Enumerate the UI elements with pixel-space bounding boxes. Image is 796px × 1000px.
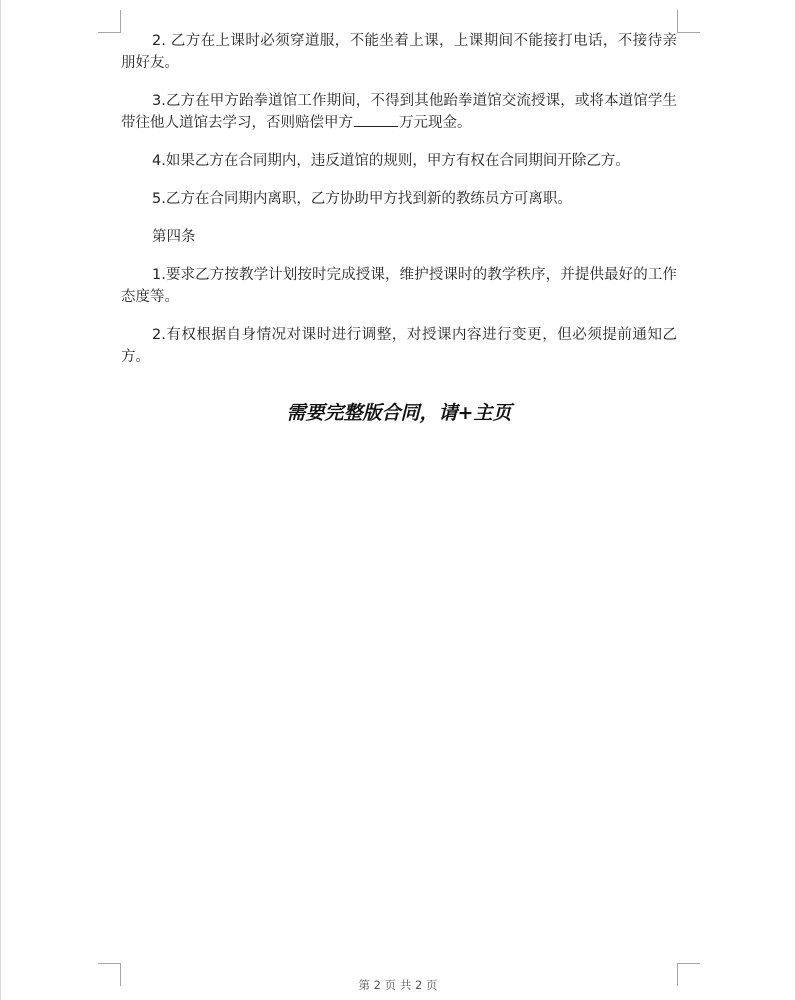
clause-paragraph: 5.乙方在合同期内离职，乙方协助甲方找到新的教练员方可离职。 — [152, 191, 572, 207]
clause-paragraph: 2.有权根据自身情况对课时进行调整，对授课内容进行变更，但必须提前通知乙方。 — [121, 327, 677, 365]
fill-in-blank — [354, 112, 398, 127]
crop-mark-top-left — [98, 10, 121, 33]
clause-paragraph: 1.要求乙方按教学计划按时完成授课，维护授课时的教学秩序，并提供最好的工作态度等。 — [121, 267, 677, 305]
clause-paragraph-compensation — [121, 90, 677, 134]
clause-text-end: 万元现金。 — [399, 115, 472, 131]
document-body — [121, 30, 677, 384]
full-contract-notice: 需要完整版合同，请+主页 — [286, 402, 512, 424]
clause-paragraph: 2. 乙方在上课时必须穿道服，不能坐着上课，上课期间不能接打电话，不接待亲朋好友。 — [121, 33, 677, 71]
clause-text: 3.乙方在甲方跆拳道馆工作期间，不得到其他跆拳道馆交流授课，或将本道馆学生带往他人道馆去学习，否则赔偿甲方 — [121, 93, 677, 131]
page-number-footer: 第 2 页 共 2 页 — [358, 978, 438, 992]
clause-paragraph: 4.如果乙方在合同期内，违反道馆的规则，甲方有权在合同期间开除乙方。 — [152, 153, 630, 169]
section-heading: 第四条 — [152, 229, 196, 245]
crop-mark-top-right — [677, 10, 700, 33]
